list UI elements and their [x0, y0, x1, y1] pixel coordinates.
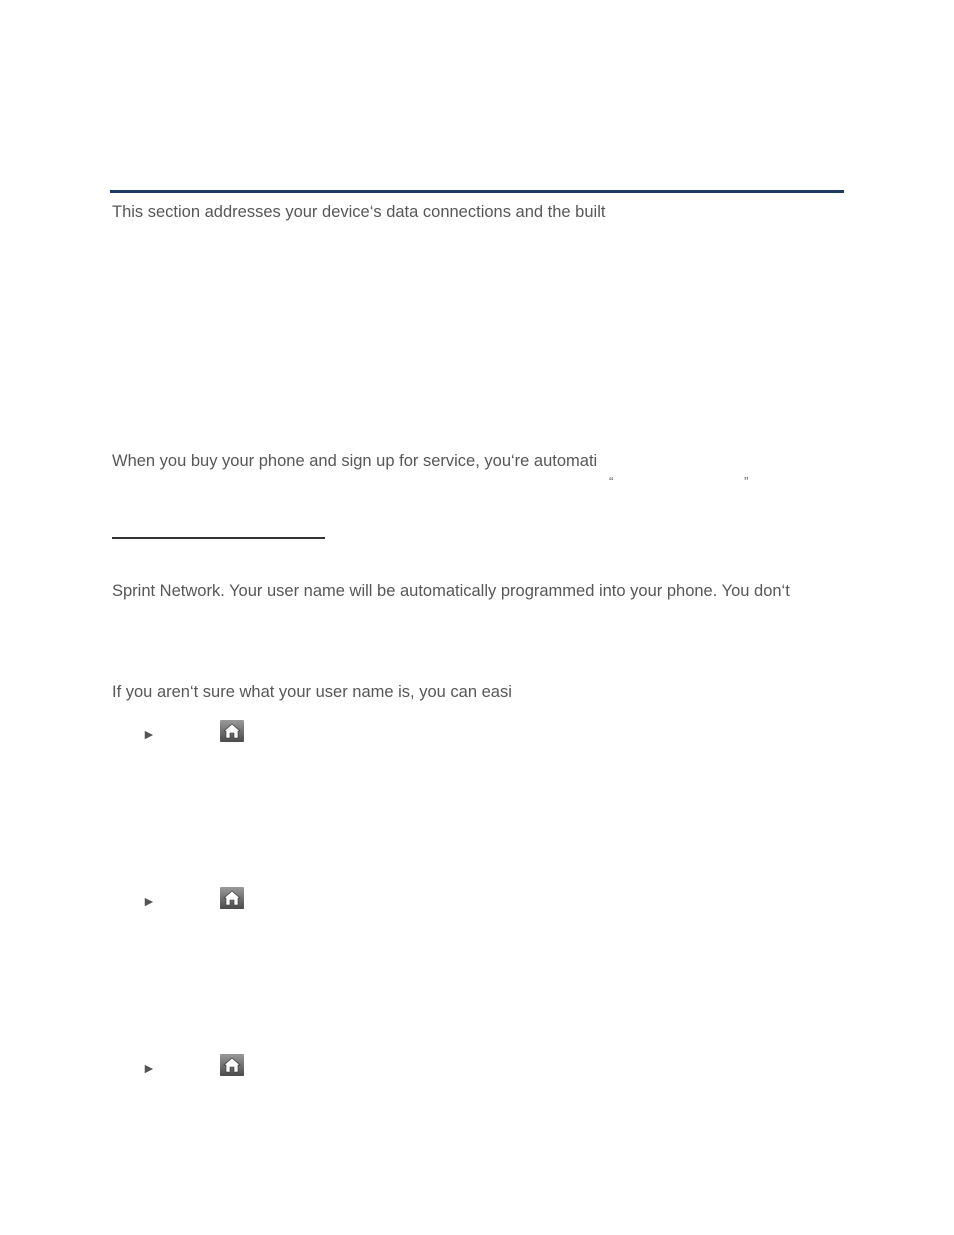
section-heading-rule	[110, 190, 844, 193]
home-icon[interactable]	[220, 720, 244, 742]
open-quote: “	[609, 474, 614, 489]
intro-paragraph: This section addresses your device‘s data connections and the built	[112, 203, 606, 221]
close-quote: ”	[744, 474, 749, 489]
home-icon[interactable]	[220, 1054, 244, 1076]
subheading-rule	[112, 537, 325, 539]
step-bullet: ►	[142, 893, 156, 909]
network-paragraph: Sprint Network. Your user name will be automatically programmed into your phone. You don‘t	[112, 582, 790, 600]
user-name-paragraph: When you buy your phone and sign up for service, you‘re automati	[112, 452, 598, 470]
home-icon[interactable]	[220, 887, 244, 909]
step-bullet: ►	[142, 726, 156, 742]
step-bullet: ►	[142, 1060, 156, 1076]
find-user-name-paragraph: If you aren‘t sure what your user name is, you can easi	[112, 683, 512, 701]
